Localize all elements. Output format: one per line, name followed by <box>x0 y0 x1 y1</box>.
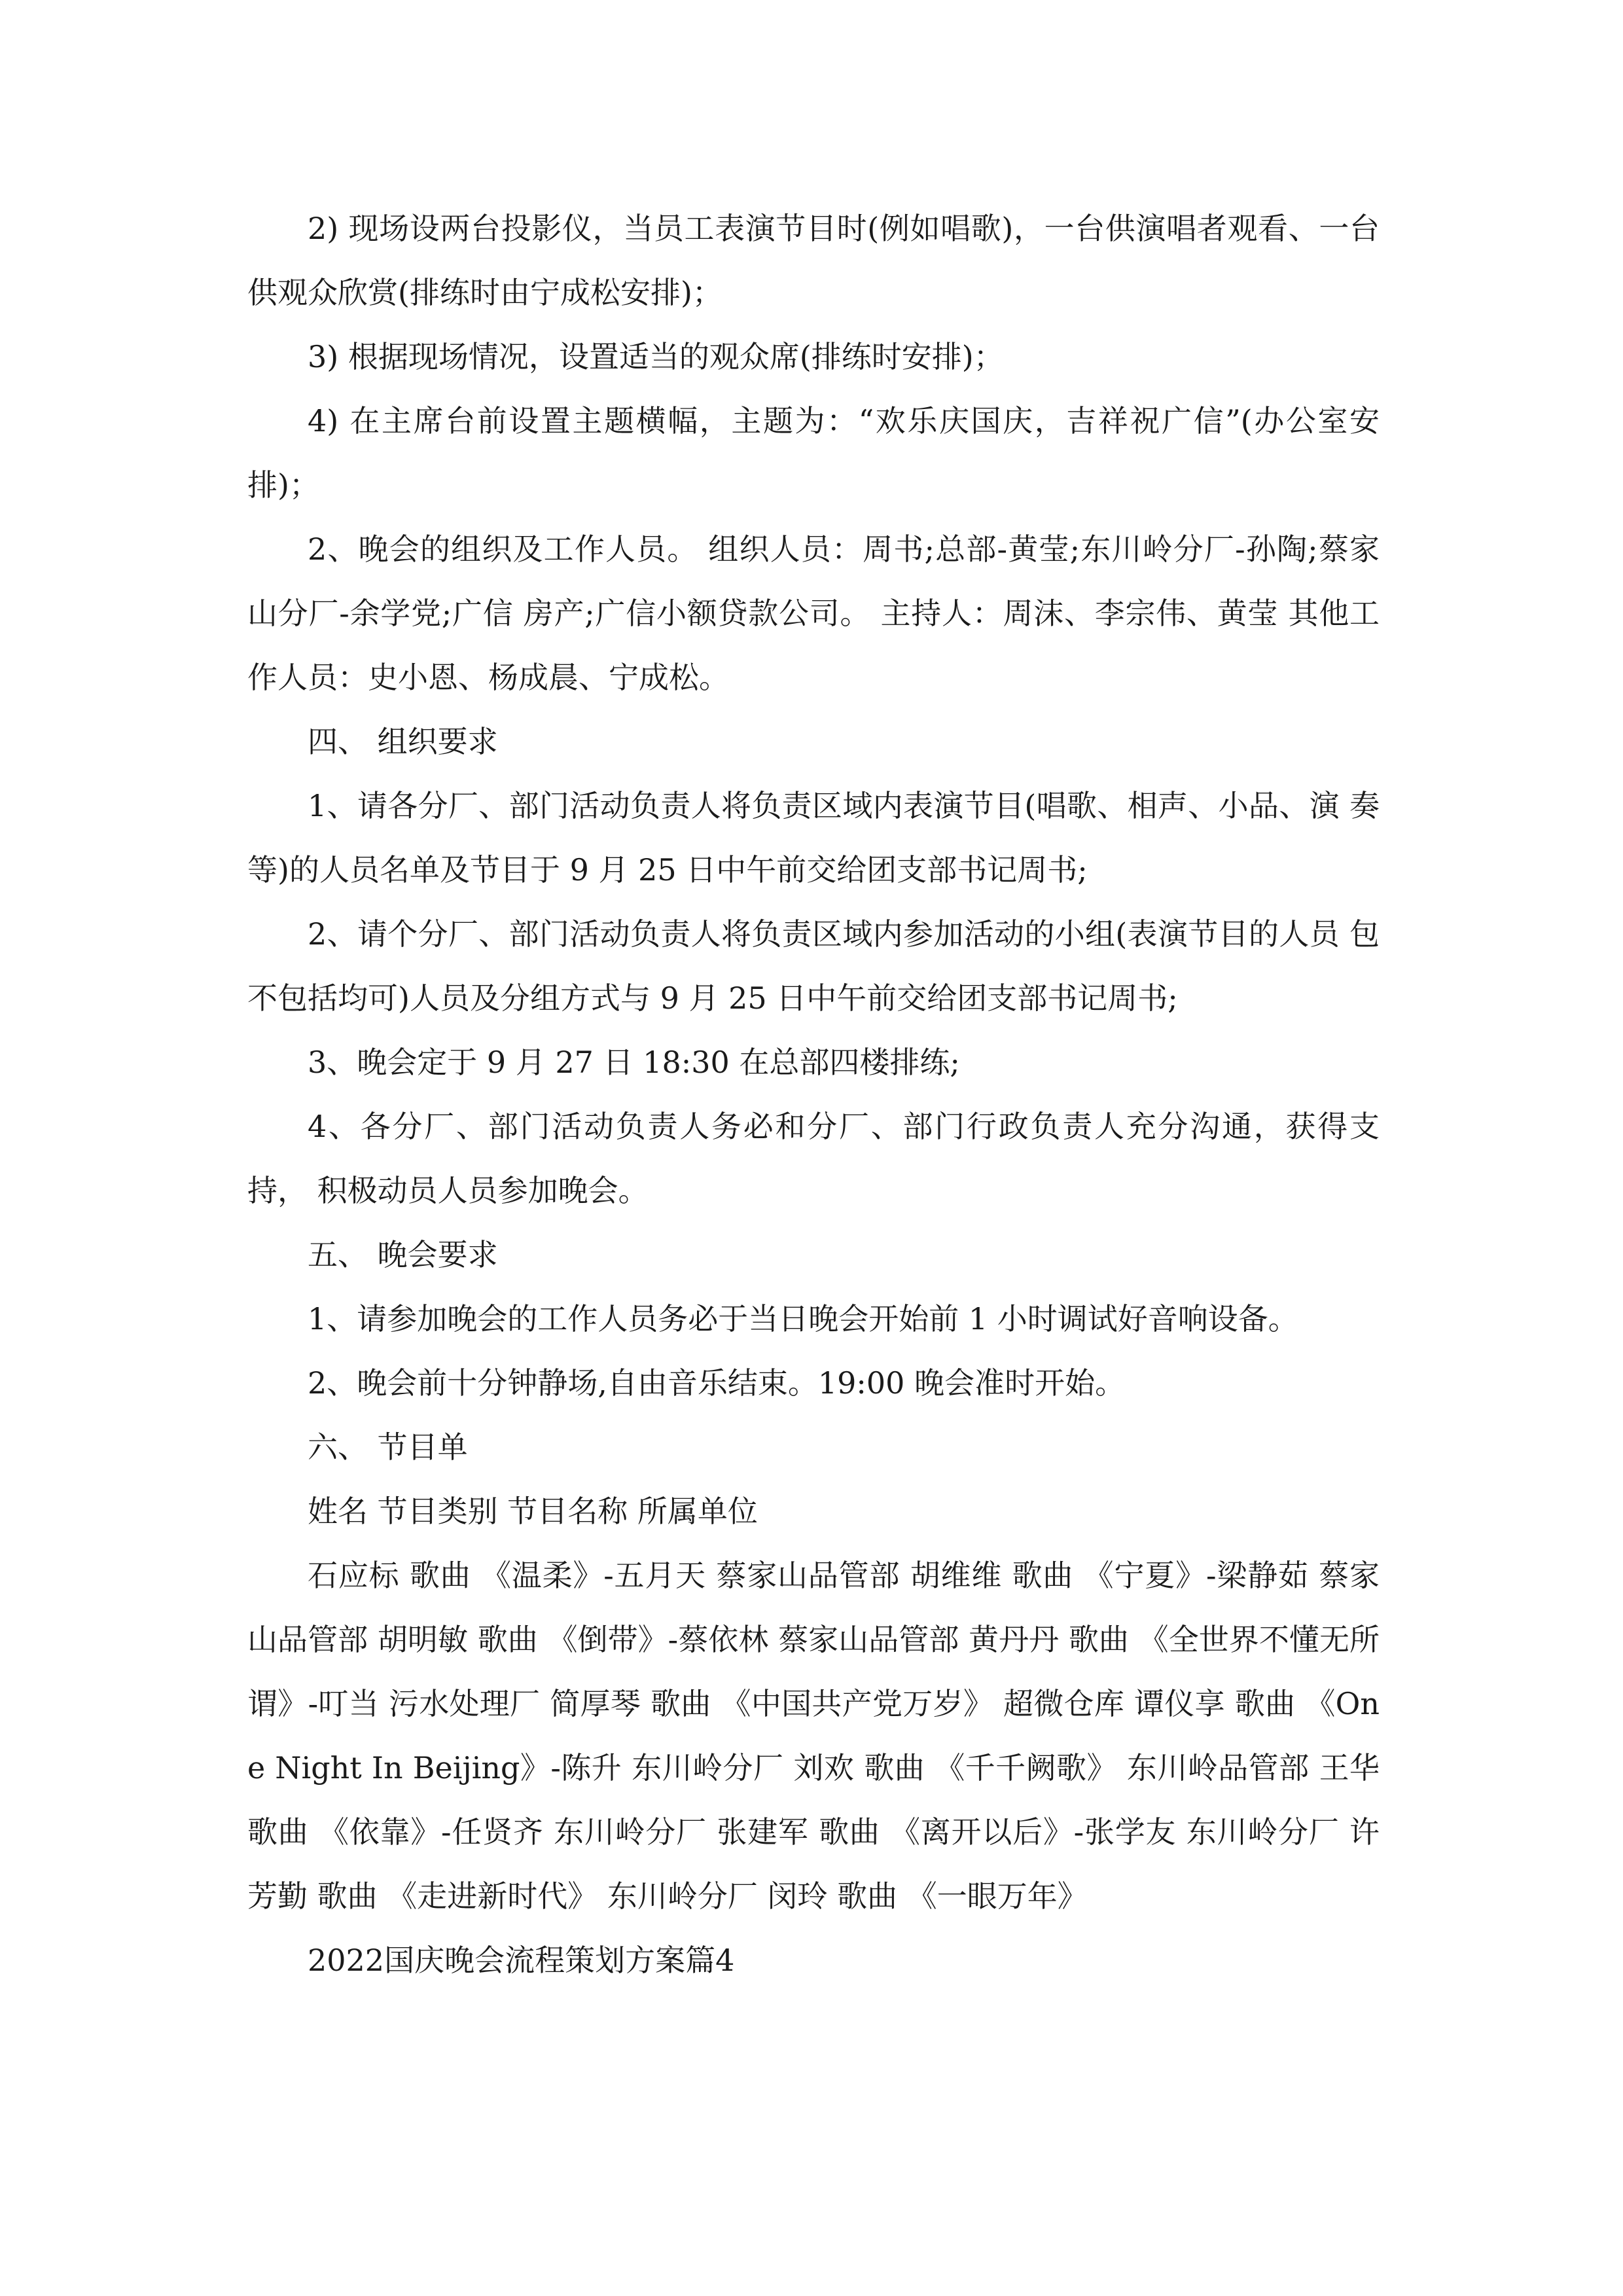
section-heading-organization-requirements: 四、 组织要求 <box>308 724 498 759</box>
paragraph-organizers-staff: 2、晚会的组织及工作人员。 组织人员：周书;总部-黄莹;东川岭分厂-孙陶;蔡家山分厂-余学党;广信 房产;广信小额贷款公司。 主持人：周沫、李宗伟、黄莹 其他工作人员：史小恩、杨成晨、宁成松。 <box>247 531 1380 695</box>
program-list-header: 姓名 节目类别 节目名称 所属单位 <box>308 1494 758 1529</box>
section-heading-program-list: 六、 节目单 <box>308 1429 468 1465</box>
paragraph-gala-requirement-1: 1、请参加晚会的工作人员务必于当日晚会开始前 1 小时调试好音响设备。 <box>308 1301 1298 1336</box>
section-heading-gala-requirements: 五、 晚会要求 <box>308 1237 498 1272</box>
paragraph-gala-requirement-2: 2、晚会前十分钟静场,自由音乐结束。19:00 晚会准时开始。 <box>308 1365 1126 1401</box>
next-article-title: 2022国庆晚会流程策划方案篇4 <box>308 1943 735 1978</box>
paragraph-audience-seating: 3) 根据现场情况，设置适当的观众席(排练时安排)； <box>308 339 1004 374</box>
paragraph-requirement-2: 2、请个分厂、部门活动负责人将负责区域内参加活动的小组(表演节目的人员 包不包括均可)人员及分组方式与 9 月 25 日中午前交给团支部书记周书; <box>247 916 1380 1016</box>
paragraph-banner-theme: 4) 在主席台前设置主题横幅，主题为：“欢乐庆国庆，吉祥祝广信”(办公室安排)； <box>247 403 1380 503</box>
program-list-entries: 石应标 歌曲 《温柔》-五月天 蔡家山品管部 胡维维 歌曲 《宁夏》-梁静茹 蔡家山品管部 胡明敏 歌曲 《倒带》-蔡依林 蔡家山品管部 黄丹丹 歌曲 《全世界不懂无所谓》-叮当 污水处理厂 简厚琴 歌曲 《中国共产党万岁》 超微仓库 谭仪享 歌曲 《One Night In Beijing》-陈升 东川岭分厂 刘欢 歌曲 《千千阙歌》 东川岭品管部 王华 歌曲 《依靠》-任贤齐 东川岭分厂 张建军 歌曲 《离开以后》-张学友 东川岭分厂 许芳勤 歌曲 《走进新时代》 东川岭分厂 闵玲 歌曲 《一眼万年》 <box>247 1558 1380 1914</box>
document-body <box>247 196 1380 1992</box>
paragraph-requirement-1: 1、请各分厂、部门活动负责人将负责区域内表演节目(唱歌、相声、小品、演 奏等)的人员名单及节目于 9 月 25 日中午前交给团支部书记周书; <box>247 788 1380 888</box>
paragraph-requirement-4: 4、各分厂、部门活动负责人务必和分厂、部门行政负责人充分沟通，获得支持， 积极动员人员参加晚会。 <box>247 1109 1380 1208</box>
paragraph-projector-setup: 2) 现场设两台投影仪，当员工表演节目时(例如唱歌)，一台供演唱者观看、一台供观众欣赏(排练时由宁成松安排)； <box>247 211 1380 310</box>
paragraph-requirement-3: 3、晚会定于 9 月 27 日 18:30 在总部四楼排练; <box>308 1045 960 1080</box>
